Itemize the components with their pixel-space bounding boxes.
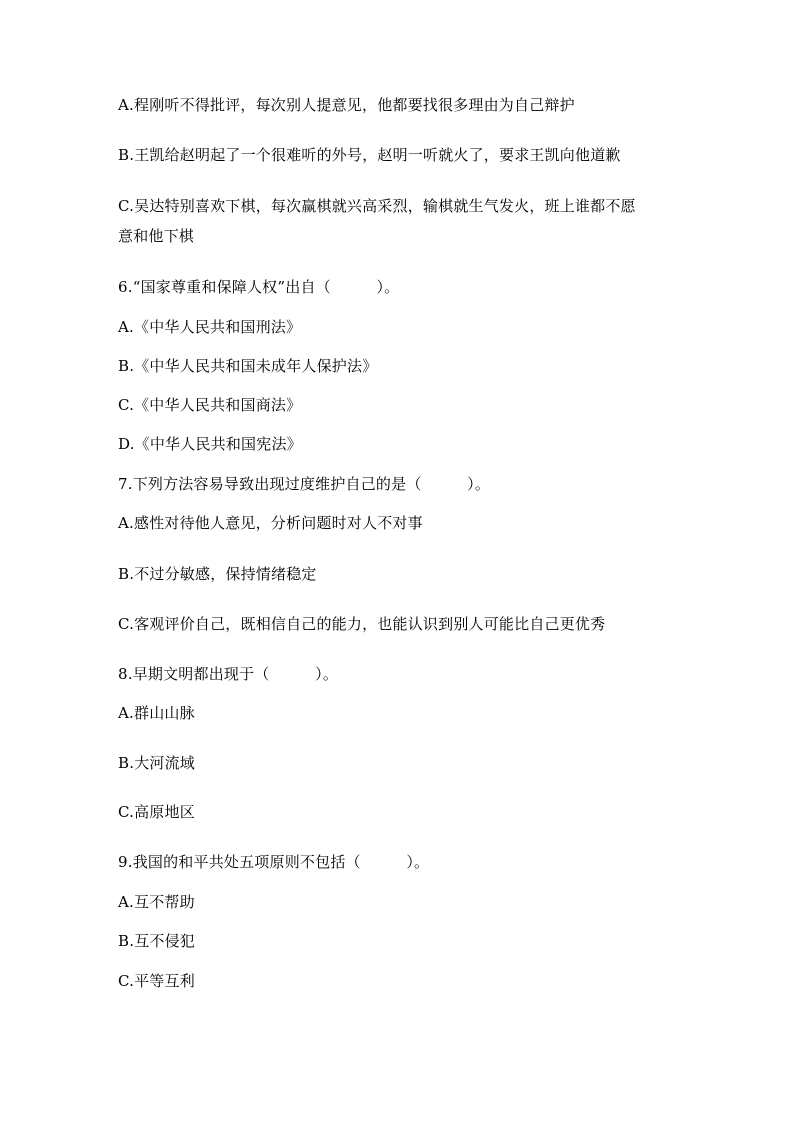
- q6-option-d: D.《中华人民共和国宪法》: [118, 435, 302, 453]
- q8-option-b: B.大河流域: [118, 754, 195, 772]
- q5-option-c-line2: 意和他下棋: [118, 227, 195, 245]
- q7-stem: 7.下列方法容易导致出现过度维护自己的是（ ）。: [118, 475, 491, 493]
- q5-option-c-line1: C.吴达特别喜欢下棋，每次赢棋就兴高采烈，输棋就生气发火，班上谁都不愿: [118, 197, 636, 215]
- q5-option-a: A.程刚听不得批评，每次别人提意见，他都要找很多理由为自己辩护: [118, 96, 575, 114]
- q9-option-a: A.互不帮助: [118, 893, 195, 911]
- q7-option-b: B.不过分敏感，保持情绪稳定: [118, 565, 317, 583]
- q7-option-c: C.客观评价自己，既相信自己的能力，也能认识到别人可能比自己更优秀: [118, 615, 606, 633]
- q6-option-b: B.《中华人民共和国未成年人保护法》: [118, 357, 378, 375]
- q6-option-c: C.《中华人民共和国商法》: [118, 396, 302, 414]
- q9-option-b: B.互不侵犯: [118, 932, 195, 950]
- q8-option-a: A.群山山脉: [118, 704, 195, 722]
- q7-option-a: A.感性对待他人意见，分析问题时对人不对事: [118, 514, 423, 532]
- q8-option-c: C.高原地区: [118, 803, 195, 821]
- q8-stem: 8.早期文明都出现于（ ）。: [118, 665, 339, 683]
- q9-option-c: C.平等互利: [118, 972, 195, 990]
- q6-stem: 6.“国家尊重和保障人权”出自（ ）。: [118, 278, 400, 296]
- q5-option-b: B.王凯给赵明起了一个很难听的外号，赵明一听就火了，要求王凯向他道歉: [118, 146, 621, 164]
- q9-stem: 9.我国的和平共处五项原则不包括（ ）。: [118, 853, 430, 871]
- q6-option-a: A.《中华人民共和国刑法》: [118, 318, 302, 336]
